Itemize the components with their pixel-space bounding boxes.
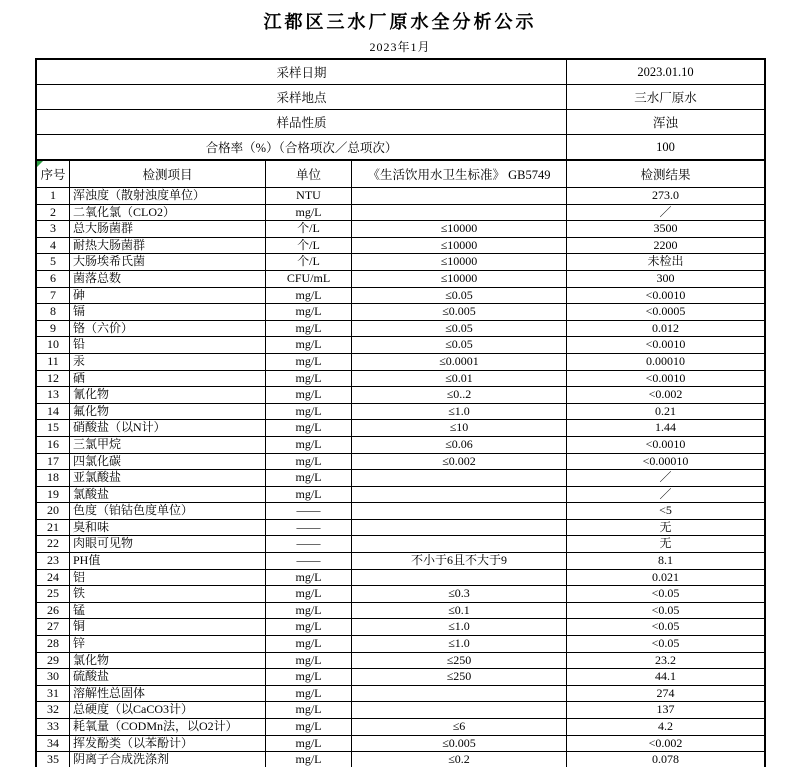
excel-indicator-triangle-icon [37, 161, 43, 167]
row-number: 28 [37, 636, 70, 653]
info-label: 采样日期 [37, 60, 567, 85]
unit: mg/L [266, 486, 352, 503]
sample-info-table [36, 59, 765, 160]
row-number: 19 [37, 486, 70, 503]
unit: mg/L [266, 304, 352, 321]
unit: mg/L [266, 735, 352, 752]
item-name: 总大肠菌群 [70, 221, 266, 238]
row-number: 6 [37, 270, 70, 287]
standard-limit: ≤250 [352, 669, 567, 686]
item-name: 溶解性总固体 [70, 685, 266, 702]
standard-limit: ≤1.0 [352, 403, 567, 420]
row-number: 13 [37, 387, 70, 404]
standard-limit: ≤0..2 [352, 387, 567, 404]
table-row [37, 519, 765, 536]
item-name: 硒 [70, 370, 266, 387]
column-header-result: 检测结果 [567, 161, 765, 188]
row-number: 14 [37, 403, 70, 420]
standard-limit [352, 503, 567, 520]
row-number: 24 [37, 569, 70, 586]
row-number: 8 [37, 304, 70, 321]
standard-limit: ≤0.002 [352, 453, 567, 470]
table-row [37, 503, 765, 520]
item-name: 耗氧量（CODMn法，以O2计） [70, 719, 266, 736]
item-name: 铜 [70, 619, 266, 636]
row-number: 15 [37, 420, 70, 437]
info-row [37, 85, 765, 110]
table-row [37, 337, 765, 354]
info-value: 三水厂原水 [567, 85, 765, 110]
result: <0.002 [567, 735, 765, 752]
result: 44.1 [567, 669, 765, 686]
row-number: 9 [37, 320, 70, 337]
column-header-item-name: 检测项目 [70, 161, 266, 188]
item-name: 臭和味 [70, 519, 266, 536]
item-name: 锌 [70, 636, 266, 653]
unit: mg/L [266, 619, 352, 636]
table-row [37, 536, 765, 553]
row-number: 22 [37, 536, 70, 553]
unit: mg/L [266, 436, 352, 453]
result: 无 [567, 536, 765, 553]
standard-limit: ≤0.05 [352, 337, 567, 354]
row-number: 35 [37, 752, 70, 767]
unit: —— [266, 536, 352, 553]
table-row [37, 702, 765, 719]
item-name: 铬（六价） [70, 320, 266, 337]
item-name: 总硬度（以CaCO3计） [70, 702, 266, 719]
row-number: 17 [37, 453, 70, 470]
row-number: 25 [37, 586, 70, 603]
standard-limit: ≤10000 [352, 237, 567, 254]
standard-limit: ≤0.005 [352, 304, 567, 321]
item-name: 汞 [70, 353, 266, 370]
table-row [37, 652, 765, 669]
unit: mg/L [266, 353, 352, 370]
column-header-standard-limit: 《生活饮用水卫生标准》 GB5749 [352, 161, 567, 188]
table-row [37, 586, 765, 603]
standard-limit: ≤0.01 [352, 370, 567, 387]
row-number: 20 [37, 503, 70, 520]
info-row [37, 110, 765, 135]
unit: —— [266, 503, 352, 520]
table-row [37, 619, 765, 636]
item-name: 锰 [70, 602, 266, 619]
unit: mg/L [266, 586, 352, 603]
info-row [37, 135, 765, 160]
info-row [37, 60, 765, 85]
unit: mg/L [266, 669, 352, 686]
item-name: 铝 [70, 569, 266, 586]
unit: mg/L [266, 636, 352, 653]
result: 274 [567, 685, 765, 702]
result: <0.05 [567, 619, 765, 636]
item-name: 砷 [70, 287, 266, 304]
row-number: 3 [37, 221, 70, 238]
item-name: 氯酸盐 [70, 486, 266, 503]
row-number: 16 [37, 436, 70, 453]
standard-limit: ≤250 [352, 652, 567, 669]
result: ／ [567, 486, 765, 503]
table-row [37, 254, 765, 271]
unit: 个/L [266, 221, 352, 238]
standard-limit: ≤10 [352, 420, 567, 437]
result: 0.021 [567, 569, 765, 586]
result: <0.0010 [567, 337, 765, 354]
item-name: 耐热大肠菌群 [70, 237, 266, 254]
row-number: 4 [37, 237, 70, 254]
standard-limit: ≤1.0 [352, 636, 567, 653]
item-name: 亚氯酸盐 [70, 470, 266, 487]
item-name: 氯化物 [70, 652, 266, 669]
info-label: 合格率（%）（合格项次／总项次） [37, 135, 567, 160]
standard-limit: ≤0.05 [352, 287, 567, 304]
item-name: 氟化物 [70, 403, 266, 420]
standard-limit [352, 702, 567, 719]
unit: —— [266, 519, 352, 536]
item-name: 铁 [70, 586, 266, 603]
unit: mg/L [266, 652, 352, 669]
unit: mg/L [266, 337, 352, 354]
standard-limit: ≤1.0 [352, 619, 567, 636]
info-value: 浑浊 [567, 110, 765, 135]
unit: —— [266, 553, 352, 570]
table-row [37, 237, 765, 254]
standard-limit [352, 685, 567, 702]
unit: mg/L [266, 387, 352, 404]
analysis-table [36, 160, 765, 767]
item-name: PH值 [70, 553, 266, 570]
row-number: 5 [37, 254, 70, 271]
result: 0.21 [567, 403, 765, 420]
table-row [37, 221, 765, 238]
result: 0.012 [567, 320, 765, 337]
unit: mg/L [266, 370, 352, 387]
item-name: 肉眼可见物 [70, 536, 266, 553]
result: 300 [567, 270, 765, 287]
item-name: 阴离子合成洗涤剂 [70, 752, 266, 767]
item-name: 四氯化碳 [70, 453, 266, 470]
standard-limit [352, 519, 567, 536]
table-row [37, 370, 765, 387]
info-label: 样品性质 [37, 110, 567, 135]
standard-limit: ≤6 [352, 719, 567, 736]
unit: mg/L [266, 569, 352, 586]
table-header-row [37, 161, 765, 188]
unit: CFU/mL [266, 270, 352, 287]
row-number: 7 [37, 287, 70, 304]
unit: mg/L [266, 453, 352, 470]
item-name: 菌落总数 [70, 270, 266, 287]
row-number: 2 [37, 204, 70, 221]
result: <0.0010 [567, 370, 765, 387]
unit: mg/L [266, 420, 352, 437]
unit: NTU [266, 188, 352, 205]
info-value: 2023.01.10 [567, 60, 765, 85]
unit: mg/L [266, 403, 352, 420]
table-row [37, 420, 765, 437]
result: 2200 [567, 237, 765, 254]
row-number: 1 [37, 188, 70, 205]
table-row [37, 602, 765, 619]
table-row [37, 270, 765, 287]
unit: mg/L [266, 320, 352, 337]
result: <5 [567, 503, 765, 520]
row-number: 31 [37, 685, 70, 702]
table-row [37, 304, 765, 321]
item-name: 三氯甲烷 [70, 436, 266, 453]
standard-limit [352, 470, 567, 487]
row-number: 34 [37, 735, 70, 752]
result: 23.2 [567, 652, 765, 669]
result: 未检出 [567, 254, 765, 271]
item-name: 大肠埃希氏菌 [70, 254, 266, 271]
column-header-row-number: 序号 [37, 161, 70, 188]
table-row [37, 719, 765, 736]
info-value: 100 [567, 135, 765, 160]
standard-limit [352, 569, 567, 586]
result: 4.2 [567, 719, 765, 736]
row-number: 21 [37, 519, 70, 536]
row-number: 23 [37, 553, 70, 570]
standard-limit: ≤0.005 [352, 735, 567, 752]
result: <0.00010 [567, 453, 765, 470]
table-row [37, 453, 765, 470]
table-row [37, 287, 765, 304]
table-row [37, 436, 765, 453]
unit: mg/L [266, 287, 352, 304]
item-name: 铅 [70, 337, 266, 354]
item-name: 硫酸盐 [70, 669, 266, 686]
standard-limit: ≤0.2 [352, 752, 567, 767]
result: 3500 [567, 221, 765, 238]
row-number: 32 [37, 702, 70, 719]
result: 无 [567, 519, 765, 536]
result: <0.05 [567, 586, 765, 603]
analysis-table-wrapper [35, 58, 766, 767]
page-title: 江都区三水厂原水全分析公示 [263, 12, 537, 32]
result: 1.44 [567, 420, 765, 437]
table-row [37, 486, 765, 503]
result: ／ [567, 470, 765, 487]
row-number: 12 [37, 370, 70, 387]
row-number: 26 [37, 602, 70, 619]
item-name: 氰化物 [70, 387, 266, 404]
standard-limit [352, 204, 567, 221]
result: <0.05 [567, 602, 765, 619]
standard-limit: 不小于6且不大于9 [352, 553, 567, 570]
column-header-unit: 单位 [266, 161, 352, 188]
info-label: 采样地点 [37, 85, 567, 110]
result: <0.0005 [567, 304, 765, 321]
result: 0.078 [567, 752, 765, 767]
result: 137 [567, 702, 765, 719]
row-number: 27 [37, 619, 70, 636]
unit: 个/L [266, 237, 352, 254]
item-name: 镉 [70, 304, 266, 321]
item-name: 挥发酚类（以苯酚计） [70, 735, 266, 752]
standard-limit [352, 536, 567, 553]
result: <0.0010 [567, 436, 765, 453]
table-row [37, 752, 765, 767]
result: ／ [567, 204, 765, 221]
table-row [37, 685, 765, 702]
row-number: 29 [37, 652, 70, 669]
table-row [37, 188, 765, 205]
standard-limit [352, 486, 567, 503]
result: <0.0010 [567, 287, 765, 304]
table-row [37, 353, 765, 370]
page-subtitle: 2023年1月 [369, 40, 431, 54]
table-row [37, 320, 765, 337]
table-row [37, 403, 765, 420]
table-row [37, 669, 765, 686]
row-number: 30 [37, 669, 70, 686]
standard-limit: ≤10000 [352, 221, 567, 238]
result: 273.0 [567, 188, 765, 205]
standard-limit: ≤0.1 [352, 602, 567, 619]
table-row [37, 470, 765, 487]
unit: mg/L [266, 719, 352, 736]
unit: 个/L [266, 254, 352, 271]
unit: mg/L [266, 752, 352, 767]
item-name: 二氧化氯（CLO2） [70, 204, 266, 221]
unit: mg/L [266, 204, 352, 221]
row-number: 33 [37, 719, 70, 736]
unit: mg/L [266, 685, 352, 702]
result: 8.1 [567, 553, 765, 570]
standard-limit: ≤0.3 [352, 586, 567, 603]
table-row [37, 204, 765, 221]
standard-limit: ≤0.0001 [352, 353, 567, 370]
standard-limit [352, 188, 567, 205]
row-number: 11 [37, 353, 70, 370]
result: <0.05 [567, 636, 765, 653]
table-row [37, 553, 765, 570]
standard-limit: ≤0.05 [352, 320, 567, 337]
item-name: 浑浊度（散射浊度单位） [70, 188, 266, 205]
table-row [37, 735, 765, 752]
standard-limit: ≤0.06 [352, 436, 567, 453]
row-number: 10 [37, 337, 70, 354]
standard-limit: ≤10000 [352, 270, 567, 287]
standard-limit: ≤10000 [352, 254, 567, 271]
table-row [37, 636, 765, 653]
unit: mg/L [266, 602, 352, 619]
table-row [37, 387, 765, 404]
result: 0.00010 [567, 353, 765, 370]
unit: mg/L [266, 702, 352, 719]
table-row [37, 569, 765, 586]
unit: mg/L [266, 470, 352, 487]
item-name: 硝酸盐（以N计） [70, 420, 266, 437]
item-name: 色度（铂钴色度单位） [70, 503, 266, 520]
row-number: 18 [37, 470, 70, 487]
result: <0.002 [567, 387, 765, 404]
